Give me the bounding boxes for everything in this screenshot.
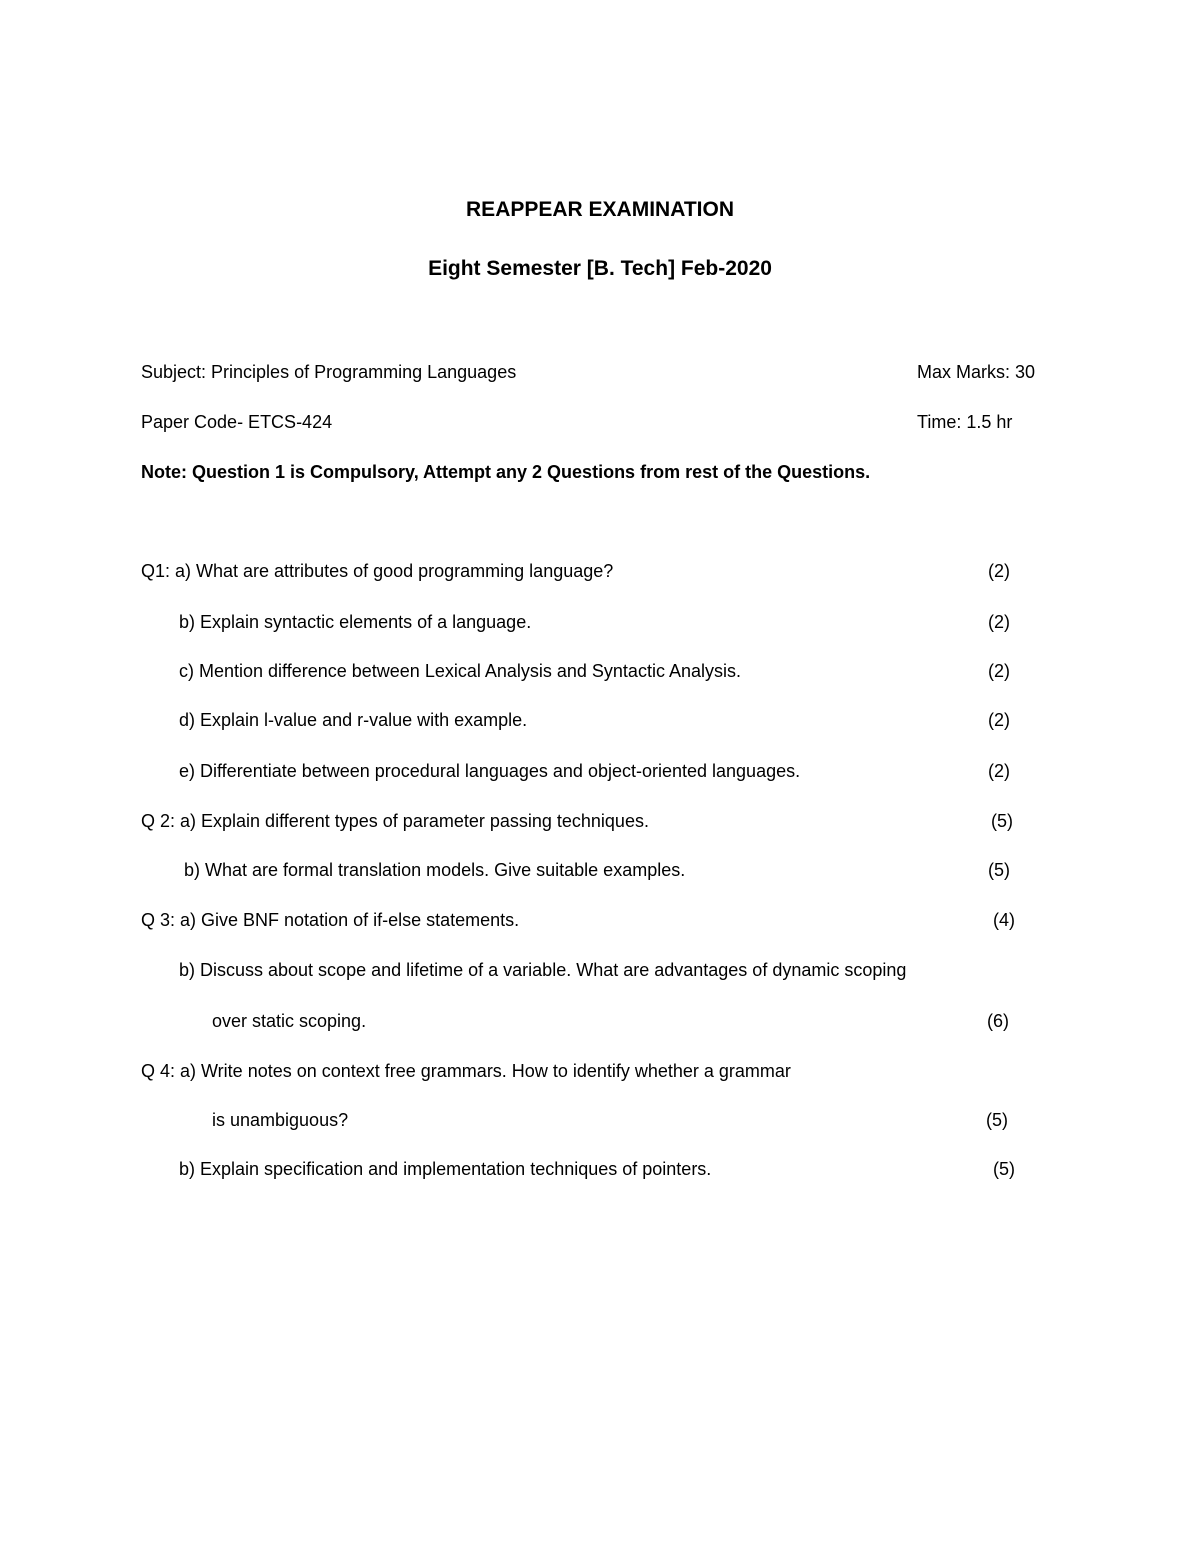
- question-marks: (2): [988, 661, 1010, 681]
- question-item: b) What are formal translation models. Give suitable examples.: [184, 860, 686, 880]
- question-item: b) Explain specification and implementation techniques of pointers.: [179, 1159, 712, 1179]
- max-marks: Max Marks: 30: [917, 362, 1036, 382]
- question-marks: (2): [988, 761, 1010, 781]
- question-item: c) Mention difference between Lexical Analysis and Syntactic Analysis.: [179, 661, 741, 681]
- question-item: Q 2: a) Explain different types of parameter passing techniques.: [141, 811, 649, 831]
- exam-subtitle: Eight Semester [B. Tech] Feb-2020: [428, 257, 772, 280]
- question-marks: (4): [993, 910, 1015, 930]
- exam-title: REAPPEAR EXAMINATION: [466, 198, 734, 221]
- question-item: d) Explain l-value and r-value with example.: [179, 710, 528, 730]
- question-marks: (5): [988, 860, 1010, 880]
- question-item: is unambiguous?: [212, 1110, 349, 1130]
- question-marks: (2): [988, 612, 1010, 632]
- question-marks: (6): [987, 1011, 1009, 1031]
- question-marks: (5): [991, 811, 1013, 831]
- time-allowed: Time: 1.5 hr: [917, 412, 1013, 432]
- question-marks: (5): [993, 1159, 1015, 1179]
- question-marks: (5): [986, 1110, 1008, 1130]
- question-item: Q1: a) What are attributes of good programming language?: [141, 561, 614, 581]
- question-item: over static scoping.: [212, 1011, 367, 1031]
- question-marks: (2): [988, 561, 1010, 581]
- question-item: e) Differentiate between procedural languages and object-oriented languages.: [179, 761, 801, 781]
- question-item: Q 3: a) Give BNF notation of if-else statements.: [141, 910, 520, 930]
- question-item: Q 4: a) Write notes on context free grammars. How to identify whether a grammar: [141, 1061, 791, 1081]
- instructions-note: Note: Question 1 is Compulsory, Attempt any 2 Questions from rest of the Questions.: [141, 462, 871, 482]
- question-item: b) Discuss about scope and lifetime of a variable. What are advantages of dynamic scoping: [179, 960, 907, 980]
- subject-line: Subject: Principles of Programming Languages: [141, 362, 517, 382]
- paper-code: Paper Code- ETCS-424: [141, 412, 333, 432]
- question-item: b) Explain syntactic elements of a language.: [179, 612, 532, 632]
- question-marks: (2): [988, 710, 1010, 730]
